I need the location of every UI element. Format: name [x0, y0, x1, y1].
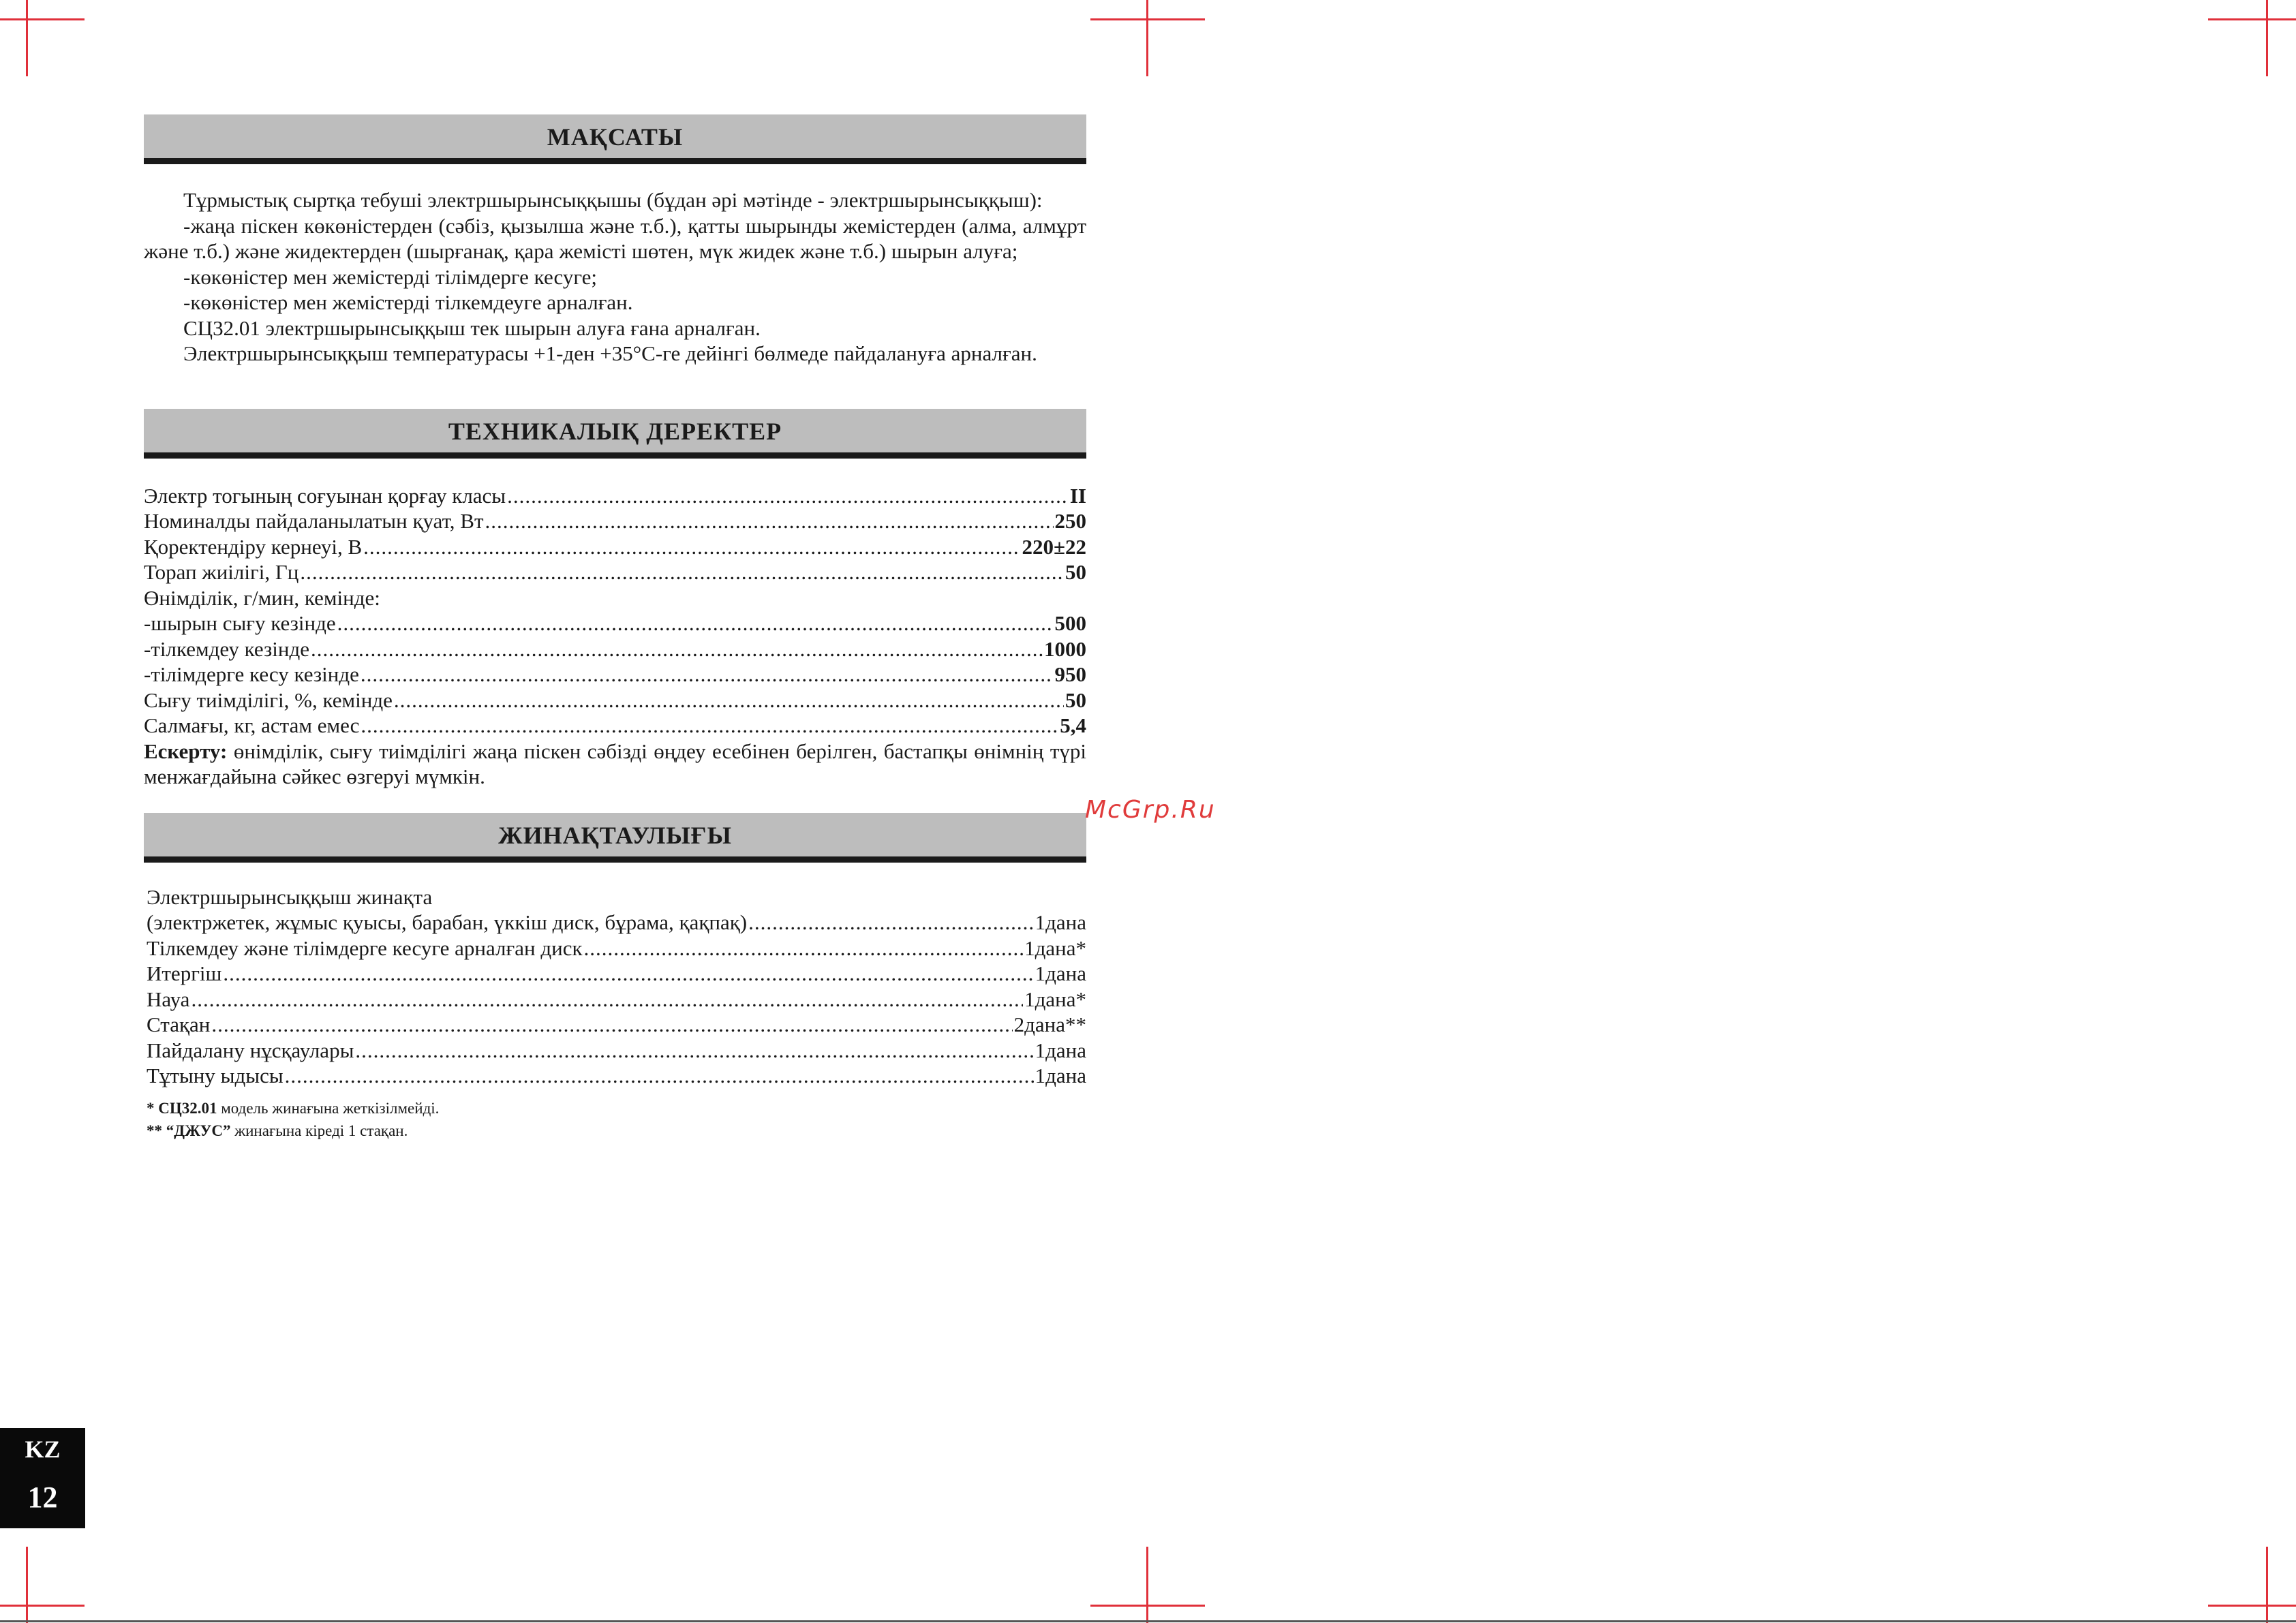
leader-dots: [355, 1038, 1033, 1064]
leader-dots: [485, 508, 1054, 534]
leader-dots: [361, 662, 1054, 687]
leader-dots: [361, 713, 1058, 739]
kit-row: [147, 987, 1086, 1013]
kit-row: [147, 1012, 1086, 1038]
content-column: [144, 114, 1086, 1142]
footnote-mark: * СЦ32.01: [147, 1099, 217, 1117]
crop-mark: [0, 18, 85, 20]
kit-row: [147, 1038, 1086, 1064]
crop-mark: [2266, 1547, 2268, 1623]
spec-label: Салмағы, кг, астам емес: [144, 713, 360, 737]
watermark: McGrp.Ru: [1085, 796, 1216, 824]
kit-value: 2дана**: [1013, 1013, 1086, 1036]
spec-value: 50: [1065, 687, 1086, 712]
section-header-specs: [144, 409, 1086, 459]
spec-label: Қоректендіру кернеуі, В: [144, 534, 363, 559]
spec-row: [144, 636, 1086, 662]
language-code: KZ: [25, 1436, 61, 1463]
spec-row: [144, 687, 1086, 713]
section-header-purpose: [144, 114, 1086, 164]
kit-value: 1дана: [1035, 910, 1086, 934]
note-label: Ескерту:: [144, 739, 228, 763]
spec-label: Номиналды пайдаланылатын қуат, Вт: [144, 509, 484, 533]
leader-dots: [584, 936, 1024, 961]
paragraph: -көкөністер мен жемістерді тілкемдеуге арналған.: [183, 290, 633, 314]
paragraph: -көкөністер мен жемістерді тілімдерге кесуге;: [183, 264, 598, 289]
kit-label: Итергіш: [147, 961, 222, 985]
paragraph: -жаңа піскен көкөністерден (сәбіз, қызылша және т.б.), қатты шырынды жемістерден (алма, алмұрт және т.б.) және жидектерден (шырғанақ, қара жемісті шөтен, мүк жидек және т.б.) шырын алуға;: [144, 213, 1086, 263]
paragraph: СЦ32.01 электршырынсыққыш тек шырын алуға ғана арналған.: [183, 315, 761, 340]
paragraph: Тұрмыстық сыртқа тебуші электршырынсыққышы (бұдан әрі мәтінде - электршырынсыққыш):: [183, 188, 1043, 212]
leader-dots: [300, 559, 1064, 585]
leader-dots: [191, 987, 1023, 1013]
spec-row: [144, 610, 1086, 636]
kit-label: Стақан: [147, 1013, 211, 1036]
kit-row: [147, 936, 1086, 961]
footnote-mark: ** “ДЖУС”: [147, 1122, 231, 1139]
leader-dots: [285, 1063, 1034, 1089]
spec-label: Торап жиілігі, Гц: [144, 560, 299, 584]
spec-value: 50: [1065, 560, 1086, 584]
leader-dots: [363, 534, 1020, 560]
crop-mark: [2266, 0, 2268, 76]
crop-mark: [1146, 0, 1148, 76]
spec-value: 1000: [1044, 636, 1086, 661]
crop-mark: [1146, 1547, 1148, 1623]
crop-mark: [1090, 1605, 1205, 1607]
kit-first-line: [147, 884, 1086, 910]
spec-value: 5,4: [1060, 713, 1086, 737]
footnote: [147, 1119, 1086, 1142]
kit-row: [147, 961, 1086, 987]
spec-row: [144, 713, 1086, 739]
specs-list: [144, 483, 1086, 790]
kit-value: 1дана*: [1024, 936, 1086, 960]
kit-row: [147, 1063, 1086, 1089]
kit-value: 1дана*: [1024, 987, 1086, 1011]
spec-label: Өнімділік, г/мин, кемінде:: [144, 585, 380, 610]
spec-label: -тілімдерге кесу кезінде: [144, 662, 359, 686]
spec-note: [144, 739, 1086, 790]
spec-row: [144, 534, 1086, 560]
kit-value: 1дана: [1035, 961, 1086, 985]
kit-label: (электржетек, жұмыс қуысы, барабан, үккіш диск, бұрама, қақпақ): [147, 910, 748, 934]
productivity-heading: [144, 585, 1086, 611]
crop-mark: [1090, 18, 1205, 20]
spec-row: [144, 508, 1086, 534]
crop-mark: [2208, 18, 2296, 20]
page-number: 12: [27, 1481, 58, 1514]
spec-row: [144, 559, 1086, 585]
kit-label: Науа: [147, 987, 190, 1011]
kit-label: Тұтыну ыдысы: [147, 1064, 284, 1087]
crop-mark: [26, 1547, 28, 1623]
footnote: [147, 1097, 1086, 1119]
kit-list: [144, 884, 1086, 1142]
kit-label: Пайдалану нұсқаулары: [147, 1038, 354, 1062]
spec-value: 950: [1054, 662, 1086, 686]
section-title: ЖИНАҚТАУЛЫҒЫ: [498, 821, 732, 849]
spec-value: 500: [1054, 611, 1086, 635]
leader-dots: [223, 961, 1033, 987]
leader-dots: [337, 610, 1054, 636]
spec-value: 220±22: [1022, 534, 1086, 559]
footnotes: [147, 1097, 1086, 1142]
spec-row: [144, 662, 1086, 687]
leader-dots: [394, 687, 1064, 713]
page-tab: [0, 1428, 85, 1528]
leader-dots: [211, 1012, 1012, 1038]
crop-mark: [26, 0, 28, 76]
bottom-rule: [0, 1620, 2296, 1622]
spec-label: -тілкемдеу кезінде: [144, 636, 310, 661]
spec-value: II: [1069, 483, 1086, 508]
footnote-text: модель жинағына жеткізілмейді.: [217, 1099, 440, 1117]
spec-label: Сығу тиімділігі, %, кемінде: [144, 687, 393, 712]
spec-label: Электр тогының соғуынан қорғау класы: [144, 483, 506, 508]
section-title: ТЕХНИКАЛЫҚ ДЕРЕКТЕР: [448, 417, 782, 445]
kit-value: 1дана: [1035, 1064, 1086, 1087]
kit-label: Тілкемдеу және тілімдерге кесуге арналған диск: [147, 936, 583, 960]
crop-mark: [0, 1605, 85, 1607]
leader-dots: [311, 636, 1043, 662]
kit-value: 1дана: [1035, 1038, 1086, 1062]
spec-value: 250: [1054, 509, 1086, 533]
footnote-text: жинағына кіреді 1 стақан.: [230, 1122, 408, 1139]
note-text: өнімділік, сығу тиімділігі жаңа піскен сәбізді өңдеу есебінен берілген, бастапқы өнімнің түрі менжағдайына сәйкес өзгеруі мүмкін.: [144, 739, 1086, 788]
paragraph: Электршырынсыққыш температурасы +1-ден +35°С-ге дейінгі бөлмеде пайдалануға арналған.: [183, 341, 1037, 365]
spec-row: [144, 483, 1086, 509]
leader-dots: [507, 483, 1069, 509]
spec-label: -шырын сығу кезінде: [144, 611, 336, 635]
leader-dots: [748, 910, 1033, 936]
kit-row: [147, 910, 1086, 936]
section-title: МАҚСАТЫ: [547, 123, 684, 151]
section-header-kit: [144, 813, 1086, 863]
kit-label: Электршырынсыққыш жинақта: [147, 884, 433, 909]
crop-mark: [2208, 1605, 2296, 1607]
purpose-text: [144, 187, 1086, 367]
